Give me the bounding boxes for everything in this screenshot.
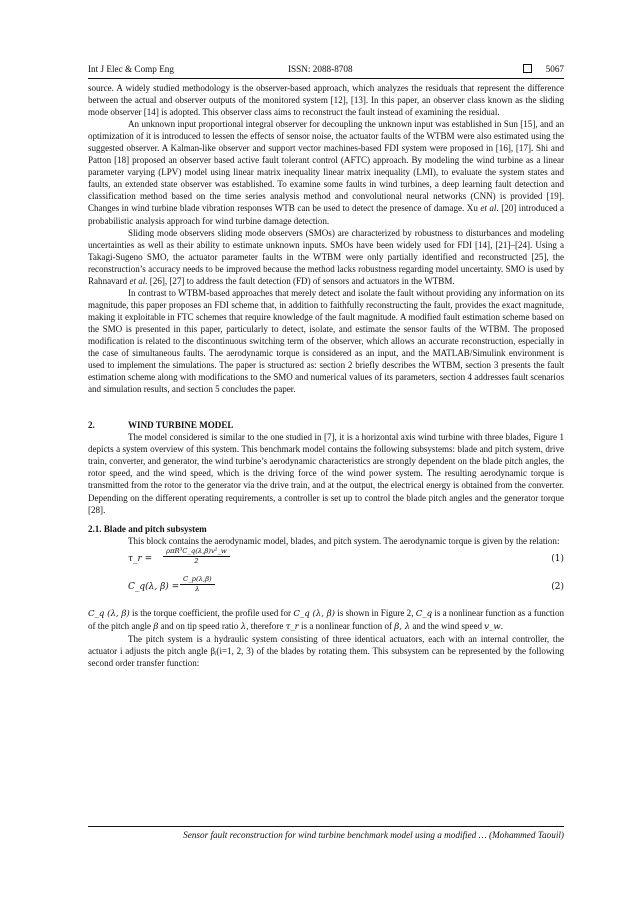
paragraph: An unknown input proportional integral observer for decoupling the unknown input was established in Sun [15], and an optimization of it is introduced to lessen the effects of sensor noise, the actuator faults of the WTBM were also estimated using the suggested observer. A Kalman-like observer and support vector machines-based FDI system were proposed in [16], [17]. Shi and Patton [18] proposed an observer based active fault tolerant control (AFTC) approach. By modeling the wind turbine as a linear parameter varying (LPV) model using linear matrix inequality linear matrix inequality (LMI), to evaluate the system states and faults, an extended state observer was established. To examine some faults in wind turbines, a deep learning fault detection and classification method based on the time series analysis method and convolutional neural networks (CNN) is provided [19]. Changes in wind turbine blade vibration responses WTB can be used to detect the presence of damage. Xu et al. [20] introduced a probabilistic analysis approach for wind turbine damage detection. — [88, 119, 565, 226]
equation-1 — [88, 547, 564, 569]
page-number: 5067 — [545, 64, 564, 74]
paragraph: This block contains the aerodynamic model, blades, and pitch system. The aerodynamic torque is given by the relation: — [128, 535, 560, 546]
equation-fraction — [180, 575, 215, 594]
paragraph: source. A widely studied methodology is the observer-based approach, which analyzes the residuals that represent the difference between the actual and observer outputs of the monitored system [12], [13]. In this paper, an observer class known as the sliding mode observer [14] is adopted. This observer class aims to reconstruct the fault instead of examining the residual. — [88, 83, 564, 118]
equation-number: (2) — [551, 581, 564, 592]
equation-denominator: λ — [195, 584, 200, 593]
paragraph: C_q (λ, β) is the torque coefficient, the profile used for C_q (λ, β) is shown in Figure 2, C_q is a nonlinear function as a function of the pitch angle β and on tip speed ratio λ, therefore τ_r is a nonlinear function of β, λ and the wind speed v_w. — [88, 607, 564, 632]
equation-numerator: C_p(λ,β) — [180, 575, 215, 585]
section-heading: 2. WIND TURBINE MODEL — [88, 420, 234, 431]
paragraph: In contrast to WTBM-based approaches that merely detect and isolate the fault without providing any information on its magnitude, this paper proposes an FDI scheme that, in addition to faithfully reconstructing the fault, provides the exact magnitude, making it exploitable in FTC schemes that require knowledge of the fault magnitude. A modified fault estimation scheme based on the SMO is presented in this paper, particularly to detect, isolate, and estimate the sensor faults of the WTBM. The proposed modification is related to the discontinuous switching term of the observer, which allows an accurate reconstruction, especially in the case of simultaneous faults. The aerodynamic torque is considered as an input, and the MATLAB/Simulink environment is used to implement the simulations. The paper is structured as: section 2 briefly describes the WTBM, section 3 presents the fault estimation scheme along with modifications to the SMO and numerical values of its parameters, section 4 addresses fault scenarios and simulation results, and section 5 concludes the paper. — [88, 287, 564, 395]
running-footer: Sensor fault reconstruction for wind turbine benchmark model using a modified … (Mohammed Taouil) — [183, 830, 564, 840]
equation-2 — [88, 575, 564, 597]
equation-lhs: C_q(λ, β) = — [128, 581, 180, 592]
subsection-heading: 2.1. Blade and pitch subsystem — [88, 523, 207, 534]
issn: ISSN: 2088-8708 — [288, 64, 353, 74]
running-header — [88, 64, 564, 78]
paragraph: Sliding mode observers sliding mode observers (SMOs) are characterized by robustness to disturbances and modeling uncertainties as well as their ability to estimate unknown inputs. SMOs have been widely used for FDI [14], [21]–[24]. Using a Takagi-Sugeno SMO, the actuator parameter faults in the WTBM were only partially identified and reconstructed [25], the reconstruction’s accuracy needs to be improved because the method lacks robustness regarding model uncertainty. SMO is used by Rahnavard et al. [26], [27] to address the fault detection (FD) of sensors and actuators in the WTBM. — [88, 227, 564, 286]
journal-name: Int J Elec & Comp Eng — [88, 64, 174, 74]
paragraph: The model considered is similar to the one studied in [7], it is a horizontal axis wind turbine with three blades, Figure 1 depicts a system overview of this system. This benchmark model contains the following subsystems: blade and pitch system, drive train, converter, and generator, the wind turbine’s aerodynamic characteristics are strongly dependent on the blade pitch angles, the rotor speed, and the wind speed, which is the driving force of the wind power system. The resulting aerodynamic torque is transmitted from the rotor to the generator via the drive train, and at the output, the electrical energy is obtained from the converter. Depending on the different operating requirements, a controller is set up to control the blade pitch angles and the generator torque [28]. — [88, 432, 564, 515]
equation-number: (1) — [551, 553, 564, 564]
header-rule — [88, 78, 564, 79]
footer-rule — [88, 826, 564, 827]
equation-fraction — [163, 547, 230, 566]
paragraph: The pitch system is a hydraulic system consisting of three identical actuators, each with an internal controller, the actuator i adjusts the pitch angle βᵢ(i=1, 2, 3) of the blades by rotating them. This subsystem can be represented by the following second order transfer function: — [88, 633, 564, 668]
equation-denominator: 2 — [194, 556, 199, 565]
page-number-group — [523, 64, 564, 74]
equation-lhs: τ_r = — [128, 553, 153, 564]
checkbox-icon — [523, 64, 532, 73]
body-text — [88, 82, 564, 669]
equation-numerator: ρπR³C_q(λ,β)v²_w — [163, 547, 230, 557]
